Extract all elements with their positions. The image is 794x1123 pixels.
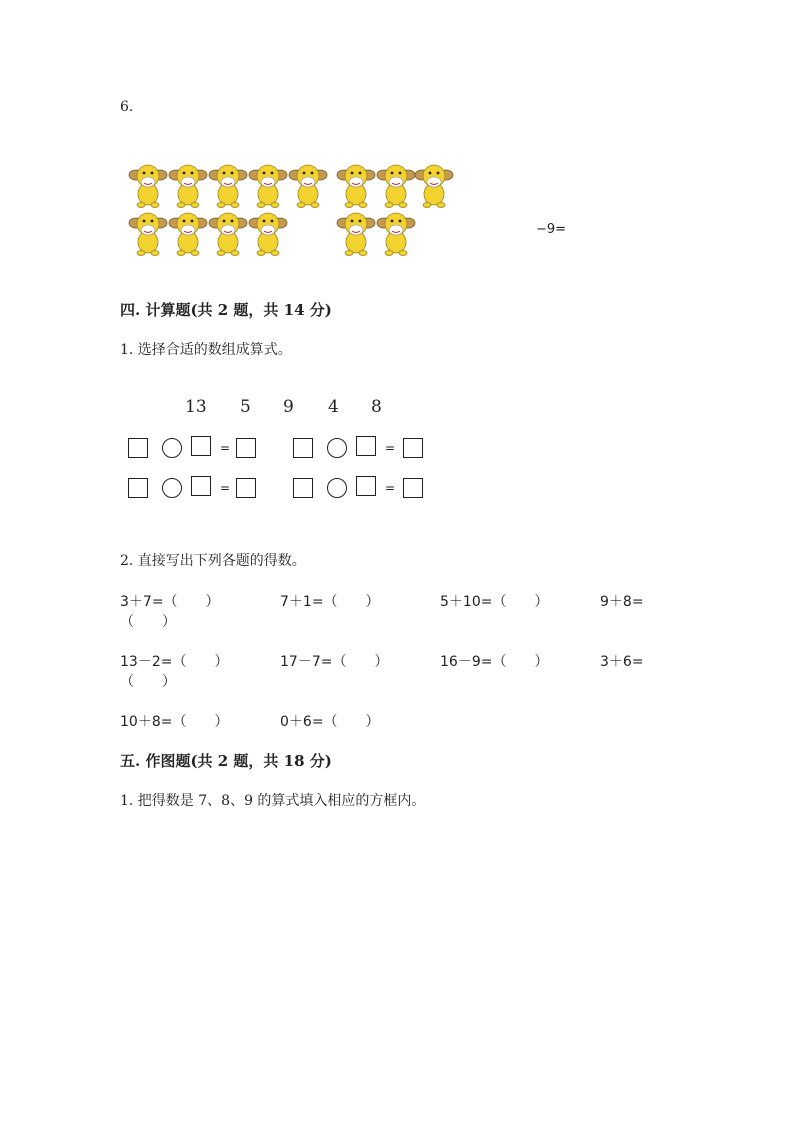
- operator-circle[interactable]: [327, 478, 347, 498]
- dog-icon: [208, 210, 248, 256]
- arithmetic-problem: 3＋6=: [600, 654, 644, 670]
- section-heading-drawing: 五. 作图题(共 2 题，共 18 分): [120, 752, 332, 770]
- arithmetic-problem[interactable]: 3＋7=（ ）: [120, 594, 220, 610]
- dog-icon: [208, 162, 248, 208]
- question-title: 1. 把得数是 7、8、9 的算式填入相应的方框内。: [120, 793, 426, 809]
- question-title: 1. 选择合适的数组成算式。: [120, 342, 292, 358]
- dog-icon: [336, 162, 376, 208]
- answer-box[interactable]: [191, 476, 211, 496]
- dog-icon: [248, 210, 288, 256]
- dog-illustration: [124, 160, 459, 260]
- arithmetic-problem[interactable]: 7＋1=（ ）: [280, 594, 380, 610]
- number-choice: 4: [328, 397, 339, 417]
- answer-box[interactable]: [293, 438, 313, 458]
- question-number: 6.: [120, 99, 134, 115]
- dog-icon: [248, 162, 288, 208]
- operator-circle[interactable]: [162, 478, 182, 498]
- dog-icon: [128, 162, 168, 208]
- arithmetic-problem[interactable]: 13－2=（ ）: [120, 654, 229, 670]
- dog-icon: [336, 210, 376, 256]
- number-choice: 13: [185, 397, 207, 417]
- dog-icon: [168, 162, 208, 208]
- operator-circle[interactable]: [162, 438, 182, 458]
- answer-box[interactable]: [403, 478, 423, 498]
- answer-box[interactable]: [356, 476, 376, 496]
- dog-icon: [414, 162, 454, 208]
- answer-box[interactable]: [293, 478, 313, 498]
- answer-box[interactable]: [403, 438, 423, 458]
- question-title: 2. 直接写出下列各题的得数。: [120, 553, 306, 569]
- equals-sign: =: [385, 441, 396, 455]
- equals-sign: =: [220, 441, 231, 455]
- arithmetic-problem[interactable]: 5＋10=（ ）: [440, 594, 549, 610]
- arithmetic-problem[interactable]: 17－7=（ ）: [280, 654, 389, 670]
- answer-blank[interactable]: （ ）: [120, 674, 176, 690]
- operator-circle[interactable]: [327, 438, 347, 458]
- answer-box[interactable]: [356, 436, 376, 456]
- dog-icon: [376, 162, 416, 208]
- answer-box[interactable]: [236, 478, 256, 498]
- dog-icon: [288, 162, 328, 208]
- equals-sign: =: [385, 481, 396, 495]
- arithmetic-problem: 9＋8=: [600, 594, 644, 610]
- arithmetic-problem[interactable]: 10＋8=（ ）: [120, 714, 229, 730]
- number-choice: 5: [240, 397, 251, 417]
- number-choice: 9: [283, 397, 294, 417]
- arithmetic-problem[interactable]: 16－9=（ ）: [440, 654, 549, 670]
- answer-blank[interactable]: （ ）: [120, 614, 176, 630]
- dog-icon: [376, 210, 416, 256]
- dog-icon: [128, 210, 168, 256]
- answer-box[interactable]: [236, 438, 256, 458]
- section-heading-calculation: 四. 计算题(共 2 题，共 14 分): [120, 301, 332, 319]
- arithmetic-problem[interactable]: 0＋6=（ ）: [280, 714, 380, 730]
- answer-box[interactable]: [191, 436, 211, 456]
- answer-box[interactable]: [128, 478, 148, 498]
- subtraction-expression: −9=: [536, 222, 567, 237]
- equals-sign: =: [220, 481, 231, 495]
- dog-icon: [168, 210, 208, 256]
- number-choice: 8: [371, 397, 382, 417]
- answer-box[interactable]: [128, 438, 148, 458]
